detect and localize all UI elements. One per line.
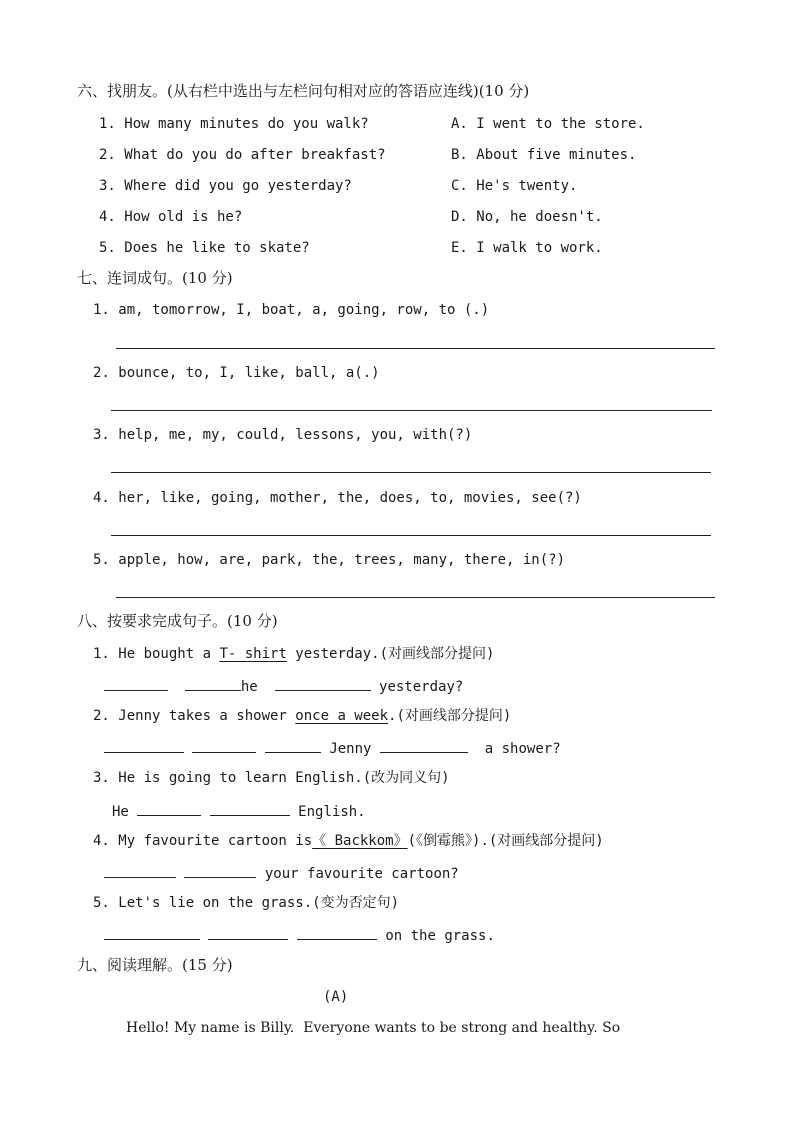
passage-label: (A): [323, 989, 349, 1005]
fill-blank[interactable]: [210, 801, 290, 816]
match-answer: C. He's twenty.: [451, 178, 578, 194]
fill-blank[interactable]: [104, 676, 168, 691]
match-question: 1. How many minutes do you walk?: [99, 116, 369, 132]
section9-title: 九、阅读理解。(15 分): [77, 956, 233, 974]
answer-line[interactable]: [111, 472, 711, 473]
transform-question-5: 5. Let's lie on the grass.(变为否定句): [93, 895, 400, 911]
transform-question-2: 2. Jenny takes a shower once a week.(对画线部分提问): [93, 708, 512, 724]
fill-blank[interactable]: [380, 738, 468, 753]
fill-blank[interactable]: [104, 925, 200, 940]
underlined-part: T- shirt: [219, 646, 287, 662]
fill-blank[interactable]: [137, 801, 201, 816]
fill-blank[interactable]: [275, 676, 371, 691]
fill-blank[interactable]: [208, 925, 288, 940]
section6-title: 六、找朋友。(从右栏中选出与左栏问句相对应的答语应连线)(10 分): [77, 82, 530, 100]
fill-blank[interactable]: [104, 738, 184, 753]
fill-blank[interactable]: [104, 863, 176, 878]
match-question: 2. What do you do after breakfast?: [99, 147, 386, 163]
answer-row-3: He English.: [112, 801, 366, 821]
transform-question-4: 4. My favourite cartoon is《 Backkom》(《倒霉熊》).(对画线部分提问): [93, 833, 604, 849]
underlined-part: 《 Backkom》: [312, 833, 408, 849]
reorder-item: 3. help, me, my, could, lessons, you, with(?): [93, 427, 473, 443]
answer-line[interactable]: [111, 410, 712, 411]
match-answer: A. I went to the store.: [451, 116, 645, 132]
fill-blank[interactable]: [265, 738, 321, 753]
section8-title: 八、按要求完成句子。(10 分): [77, 612, 278, 630]
fill-blank[interactable]: [184, 863, 256, 878]
fill-blank[interactable]: [185, 676, 241, 691]
match-question: 3. Where did you go yesterday?: [99, 178, 352, 194]
reorder-item: 2. bounce, to, I, like, ball, a(.): [93, 365, 380, 381]
match-answer: B. About five minutes.: [451, 147, 637, 163]
transform-question-1: 1. He bought a T- shirt yesterday.(对画线部分提问): [93, 646, 495, 662]
reorder-item: 1. am, tomorrow, I, boat, a, going, row, to (.): [93, 302, 490, 318]
answer-row-5: on the grass.: [104, 925, 495, 945]
section7-title: 七、连词成句。(10 分): [77, 269, 233, 287]
fill-blank[interactable]: [192, 738, 256, 753]
transform-question-3: 3. He is going to learn English.(改为同义句): [93, 770, 450, 786]
passage-text: Hello! My name is Billy. Everyone wants to be strong and healthy. So: [126, 1020, 621, 1036]
fill-blank[interactable]: [297, 925, 377, 940]
match-question: 5. Does he like to skate?: [99, 240, 310, 256]
answer-line[interactable]: [111, 535, 711, 536]
answer-row-4: your favourite cartoon?: [104, 863, 459, 883]
match-answer: D. No, he doesn't.: [451, 209, 603, 225]
answer-line[interactable]: [116, 597, 715, 598]
answer-row-1: he yesterday?: [104, 676, 463, 696]
answer-line[interactable]: [116, 348, 715, 349]
match-question: 4. How old is he?: [99, 209, 243, 225]
answer-row-2: Jenny a shower?: [104, 738, 561, 758]
match-answer: E. I walk to work.: [451, 240, 603, 256]
underlined-part: once a week: [295, 708, 389, 724]
reorder-item: 4. her, like, going, mother, the, does, to, movies, see(?): [93, 490, 582, 506]
reorder-item: 5. apple, how, are, park, the, trees, many, there, in(?): [93, 552, 566, 568]
